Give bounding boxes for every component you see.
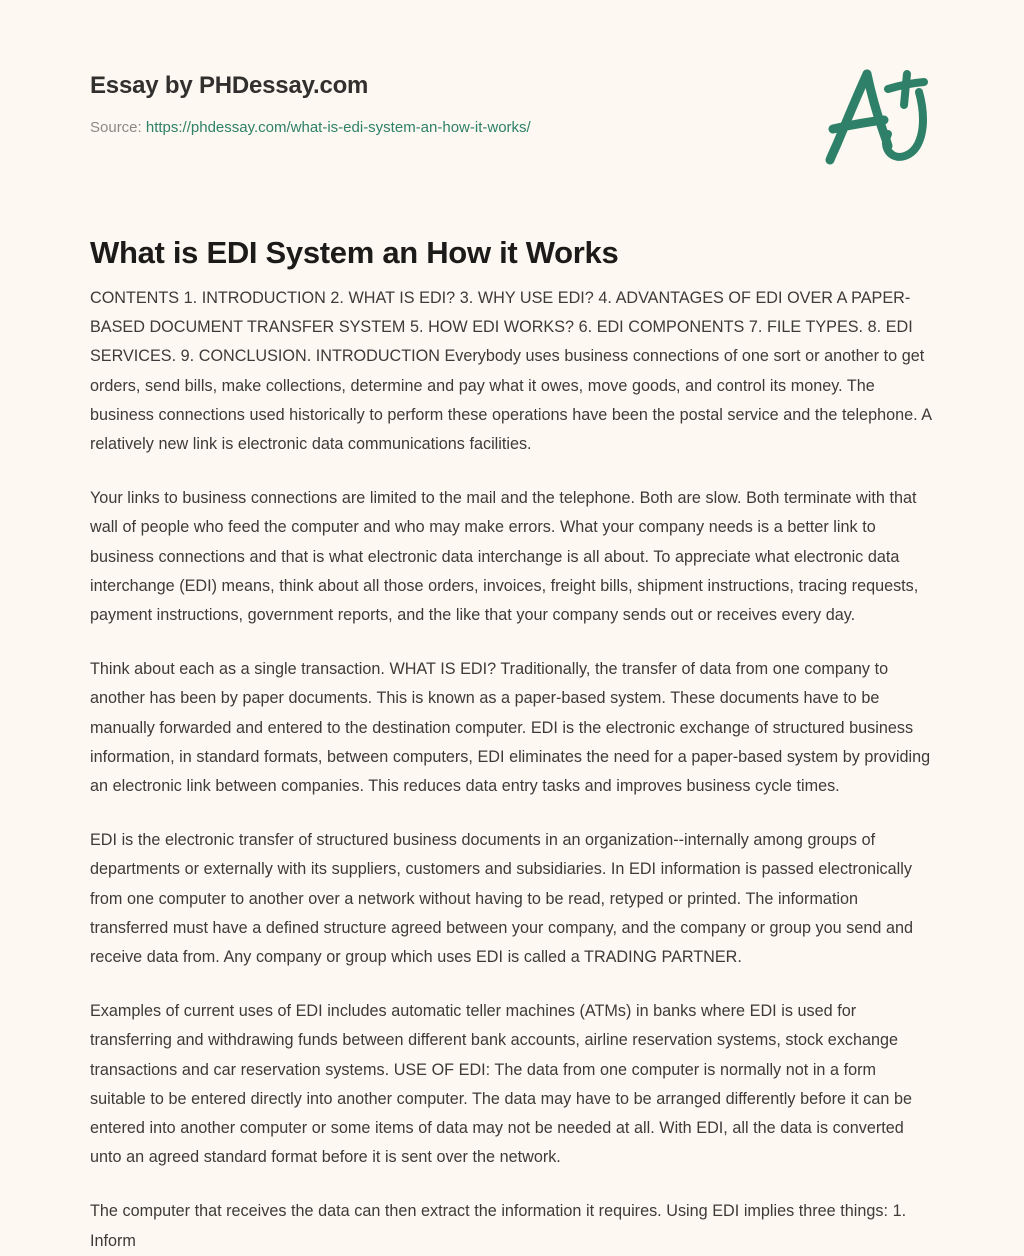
source-line: [90, 119, 531, 136]
paragraph: EDI is the electronic transfer of structured business documents in an organization--internally among groups of departments or externally with its suppliers, customers and subsidiaries. In EDI information is passed electronically from one computer to another over a network without having to be read, retyped or printed. The information transferred must have a defined structure agreed between your company, and the company or group you send and receive data from. Any company or group which uses EDI is called a TRADING PARTNER.: [90, 831, 913, 967]
page-title: What is EDI System an How it Works: [90, 234, 619, 270]
brand-title: Essay by PHDessay.com: [90, 72, 369, 99]
paragraph: Examples of current uses of EDI includes automatic teller machines (ATMs) in banks where EDI is used for transferring and withdrawing funds between different bank accounts, airline reservation systems, stock exchange transactions and car reservation systems. USE OF EDI: The data from one computer is normally not in a form suitable to be entered directly into another computer. The data may have to be arranged differently before it can be entered into another computer or some items of data may not be needed at all. With EDI, all the data is converted unto an agreed standard format before it is sent over the network.: [90, 1002, 912, 1167]
paragraph: The computer that receives the data can then extract the information it requires. Using EDI implies three things: 1. Inform: [90, 1202, 907, 1250]
source-label: Source:: [90, 119, 142, 136]
paragraph: CONTENTS 1. INTRODUCTION 2. WHAT IS EDI? 3. WHY USE EDI? 4. ADVANTAGES OF EDI OVER A PAPER-BASED DOCUMENT TRANSFER SYSTEM 5. HOW EDI WORKS? 6. EDI COMPONENTS 7. FILE TYPES. 8. EDI SERVICES. 9. CONCLUSION. INTRODUCTION Everybody uses business connections of one sort or another to get orders, send bills, make collections, determine and pay what it owes, move goods, and control its money. The business connections used historically to perform these operations have been the postal service and the telephone. A relatively new link is electronic data communications facilities.: [90, 289, 932, 454]
paragraph: Think about each as a single transaction. WHAT IS EDI? Traditionally, the transfer of data from one company to another has been by paper documents. This is known as a paper-based system. These documents have to be manually forwarded and entered to the destination computer. EDI is the electronic exchange of structured business information, in standard formats, between computers, EDI eliminates the need for a paper-based system by providing an electronic link between companies. This reduces data entry tasks and improves business cycle times.: [90, 660, 931, 796]
source-url-link[interactable]: https://phdessay.com/what-is-edi-system-an-how-it-works/: [145, 119, 531, 136]
page-header: [0, 0, 1024, 190]
a-plus-logo-icon: [812, 58, 942, 173]
article-body: [90, 284, 933, 1256]
paragraph: Your links to business connections are limited to the mail and the telephone. Both are slow. Both terminate with that wall of people who feed the computer and who may make errors. What your company needs is a better link to business connections and that is what electronic data interchange is all about. To appreciate what electronic data interchange (EDI) means, think about all those orders, invoices, freight bills, shipment instructions, tracing requests, payment instructions, government reports, and the like that your company sends out or receives every day.: [90, 489, 919, 625]
